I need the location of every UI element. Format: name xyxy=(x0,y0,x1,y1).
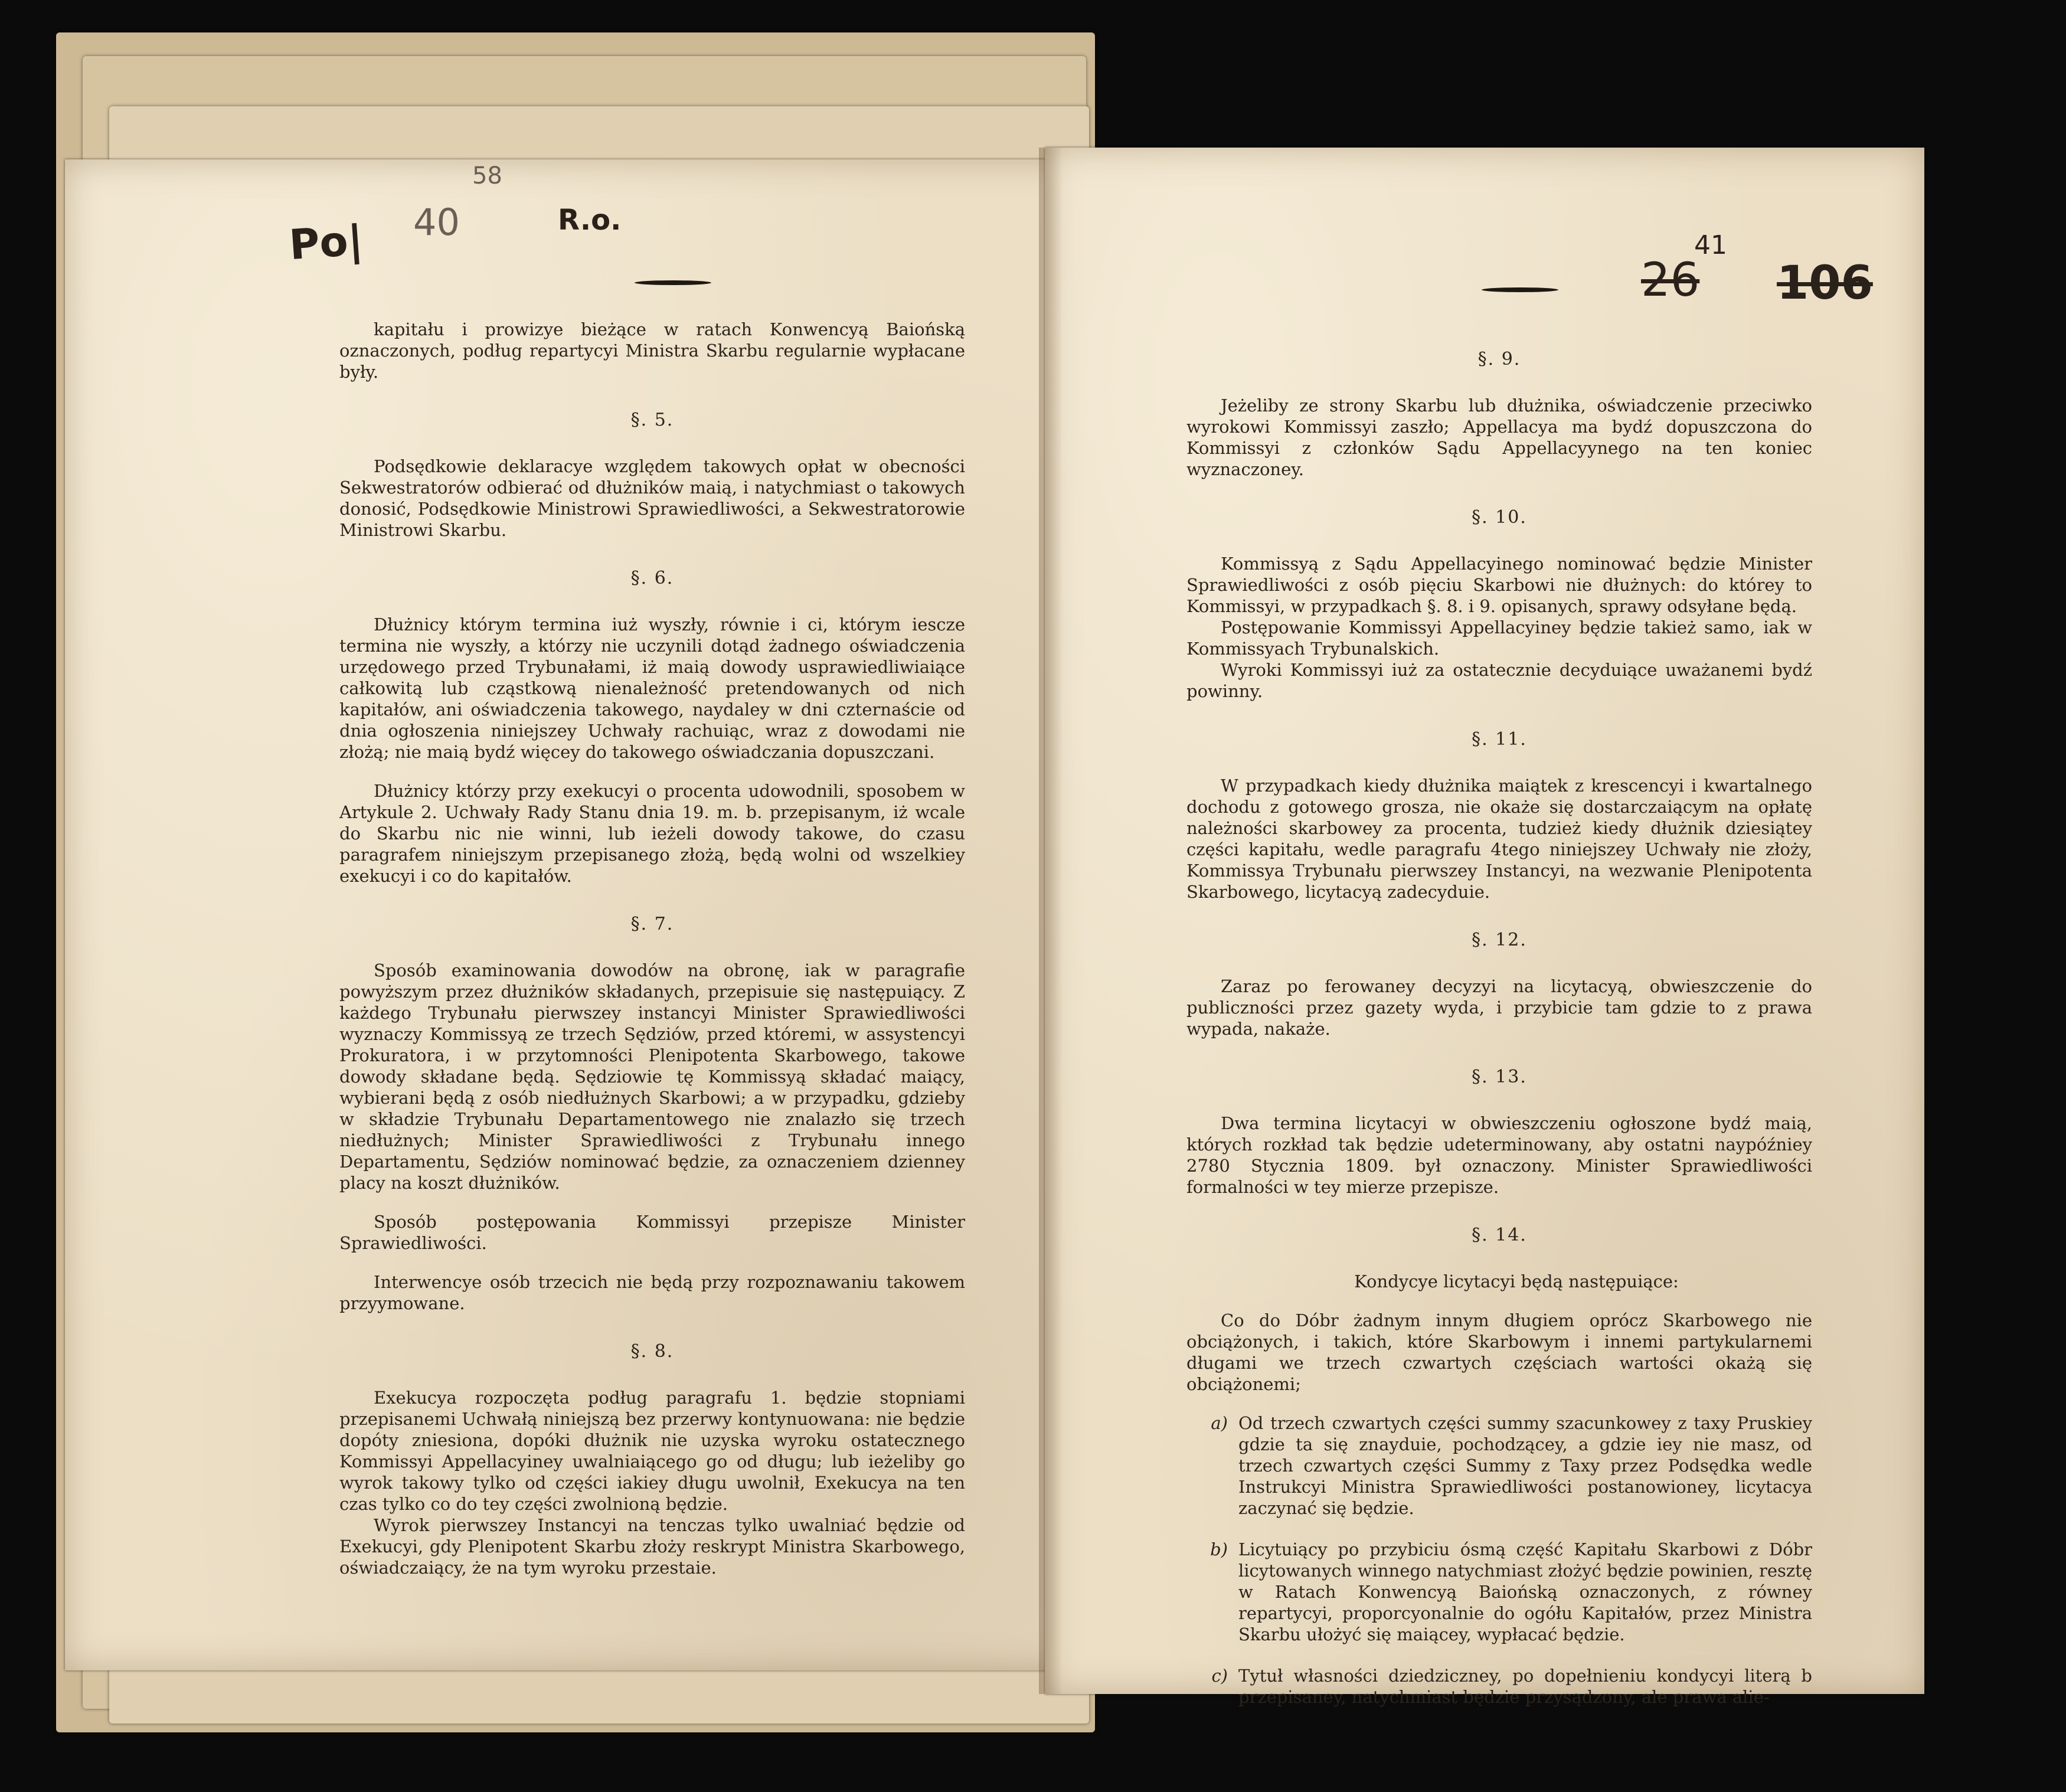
paragraph: Wyrok pierwszey Instancyi na tenczas tylko uwalniać będzie od Exekucyi, gdy Plenipotent Skarbu złoży reskrypt Ministra Skarbowego, oświadczaiący, że na tym wyroku przestaie. xyxy=(339,1515,965,1578)
paragraph: Jeżeliby ze strony Skarbu lub dłużnika, oświadczenie przeciwko wyrokowi Kommissyi zaszło; Appellacya ma bydź dopuszczona do Kommissyi z członków Sądu Appellacyynego na ten koniec wyznaczoney. xyxy=(1186,395,1812,479)
struck-page-number: 26 xyxy=(1641,254,1700,307)
right-page-text xyxy=(1186,322,1812,1728)
list-item-marker: b) xyxy=(1210,1539,1228,1559)
section-heading: §. 7. xyxy=(630,914,674,934)
section-heading: §. 12. xyxy=(1472,930,1527,950)
list-item xyxy=(1186,1539,1812,1645)
section-heading: §. 5. xyxy=(630,410,674,430)
section-heading: §. 10. xyxy=(1472,507,1527,528)
paragraph: Co do Dóbr żadnym innym długiem oprócz Skarbowego nie obciążonych, i takich, które Skarbowym i innemi partykularnemi długami we trzech czwartych częściach wartości okażą się obciążonemi; xyxy=(1186,1310,1812,1394)
section-heading: §. 8. xyxy=(630,1341,674,1362)
pencil-annotation: 40 xyxy=(413,201,460,244)
section-heading: §. 13. xyxy=(1472,1067,1527,1087)
paragraph: Exekucya rozpoczęta podług paragrafu 1. będzie stopniami przepisanemi Uchwałą niniejszą bez przerwy kontynuowana: nie będzie dopóty zniesiona, dopóki dłużnik nie uzyska wyroku ostatecznego Kommissyi Appellacyiney uwalniaiącego go od długu; lub ieżeliby go wyrok takowy tylko od części iakiey długu uwolnił, Exekucya na ten czas tylko co do tey części zwolnioną będzie. xyxy=(339,1388,965,1514)
left-page-text xyxy=(339,319,965,1596)
list-item-text: Tytuł własności dziedziczney, po dopełnieniu kondycyi literą b przepisaney, natychmiast będzie przysądzony, ale prawa alie- xyxy=(1238,1666,1812,1707)
paragraph: Sposób examinowania dowodów na obronę, iak w paragrafie powyższym przez dłużników składanych, przepisuie się następuiący. Z każdego Trybunału pierwszey instancyi Minister Sprawiedliwości wyznaczy Kommissyą ze trzech Sędziów, przed któremi, w assystencyi Prokuratora, i w przytomności Plenipotenta Skarbowego, takowe dowody składane będą. Sędziowie tę Kommissyą składać maiący, wybierani będą z osób niedłużnych Skarbowi; a w przypadku, gdzieby w składzie Trybunału Departamentowego nie znalazło się trzech niedłużnych; Minister Sprawiedliwości z Trybunału innego Departamentu, Sędziów nominować będzie, za oznaczeniem dzienney placy na koszt dłużników. xyxy=(339,960,965,1193)
paragraph: Kommissyą z Sądu Appellacyinego nominować będzie Minister Sprawiedliwości z osób pięciu Skarbowi nie dłużnych: do którey to Kommissyi, w przypadkach §. 8. i 9. opisanych, sprawy odsyłane będą. xyxy=(1186,554,1812,616)
ornament-rule xyxy=(1482,287,1558,292)
book-gutter xyxy=(1039,148,1063,1694)
page-number: 106 xyxy=(1777,257,1873,310)
paragraph: Zaraz po ferowaney decyzyi na licytacyą, obwieszczenie do publiczności przez gazety wyda, i przybicie tam gdzie to z prawa wypada, nakaże. xyxy=(1186,976,1812,1039)
section-heading: §. 9. xyxy=(1477,349,1521,369)
section-heading: §. 6. xyxy=(630,568,674,588)
paragraph: Dłużnicy którzy przy exekucyi o procenta udowodnili, sposobem w Artykule 2. Uchwały Rady Stanu dnia 19. m. b. przepisanym, iż wcale do Skarbu nic nie winni, lub ieżeli dowody takowe, do czasu paragrafem niniejszym przepisanego złożą, będą wolni od wszelkiey exekucyi i co do kapitałów. xyxy=(339,781,965,886)
pencil-annotation: 58 xyxy=(472,162,502,189)
list-item-marker: c) xyxy=(1211,1666,1228,1686)
ornament-rule xyxy=(635,280,711,285)
page-number-small: 41 xyxy=(1694,230,1727,260)
paragraph: Interwencye osób trzecich nie będą przy rozpoznawaniu takowem przyymowane. xyxy=(339,1272,965,1313)
list-item xyxy=(1186,1412,1812,1519)
list-item-marker: a) xyxy=(1211,1413,1228,1433)
section-heading: §. 11. xyxy=(1472,729,1527,750)
paragraph: Sposób postępowania Kommissyi przepisze Minister Sprawiedliwości. xyxy=(339,1212,965,1253)
ink-annotation: R.o. xyxy=(558,204,622,237)
list-item-text: Licytuiący po przybiciu ósmą część Kapitału Skarbowi z Dóbr licytowanych winnego natychmiast złożyć będzie powinien, resztę w Ratach Konwencyą Baiońską oznaczonych, z równey repartycyi, proporcyonalnie do ogółu Kapitałów, przez Ministra Skarbu ułożyć się maiącey, wypłacać będzie. xyxy=(1238,1539,1812,1644)
paragraph: kapitału i prowizye bieżące w ratach Konwencyą Baiońską oznaczonych, podług repartycyi Ministra Skarbu regularnie wypłacane były. xyxy=(339,319,965,382)
paragraph: Postępowanie Kommissyi Appellacyiney będzie takież samo, iak w Kommissyach Trybunalskich. xyxy=(1186,617,1812,659)
subheading: Kondycye licytacyi będą następuiące: xyxy=(1354,1271,1679,1291)
ink-annotation: Po| xyxy=(287,215,365,270)
paragraph: Dwa termina licytacyi w obwieszczeniu ogłoszone bydź maią, których rozkład tak będzie udeterminowany, aby ostatni naypóźniey 2780 Stycznia 1809. był oznaczony. Minister Sprawiedliwości formalności w tey mierze przepisze. xyxy=(1186,1113,1812,1197)
paragraph: W przypadkach kiedy dłużnika maiątek z krescencyi i kwartalnego dochodu z gotowego grosza, nie okaże się dostarczaiącym na opłatę należności skarbowey za procenta, tudzież kiedy dłużnik dziesiątey części kapitału, wedle paragrafu 4tego niniejszey Uchwały nie złoży, Kommissya Trybunału pierwszey Instancyi, na wezwanie Plenipotenta Skarbowego, licytacyą zadecyduie. xyxy=(1186,776,1812,902)
list-item-text: Od trzech czwartych części summy szacunkowey z taxy Pruskiey gdzie ta się znayduie, pochodzącey, a gdzie iey nie masz, od trzech czwartych części Summy z Taxy przez Podsędka wedle Instrukcyi Ministra Sprawiedliwości postanowioney, licytacya zaczynać się będzie. xyxy=(1238,1413,1812,1518)
paragraph: Podsędkowie deklaracye względem takowych opłat w obecności Sekwestratorów odbierać od dłużników maią, i natychmiast o takowych donosić, Podsędkowie Ministrowi Sprawiedliwości, a Sekwestratorowie Ministrowi Skarbu. xyxy=(339,456,965,540)
section-heading: §. 14. xyxy=(1472,1225,1527,1245)
paragraph: Dłużnicy którym termina iuż wyszły, równie i ci, którym iescze termina nie wyszły, a którzy nie uczynili dotąd żadnego oświadczenia urzędowego przed Trybunałami, iż maią dowody usprawiedliwiaiące całkowitą lub cząstkową nienależność pretendowanych od nich kapitałów, ani oświadczenia takowego, naydaley w dni czternaście od dnia ogłoszenia niniejszey Uchwały rachuiąc, wraz z dowodami nie złożą; nie maią bydź więcey do takowego oświadczania dopuszczani. xyxy=(339,614,965,762)
paragraph: Wyroki Kommissyi iuż za ostatecznie decyduiące uważanemi bydź powinny. xyxy=(1186,660,1812,701)
list-item xyxy=(1186,1665,1812,1708)
